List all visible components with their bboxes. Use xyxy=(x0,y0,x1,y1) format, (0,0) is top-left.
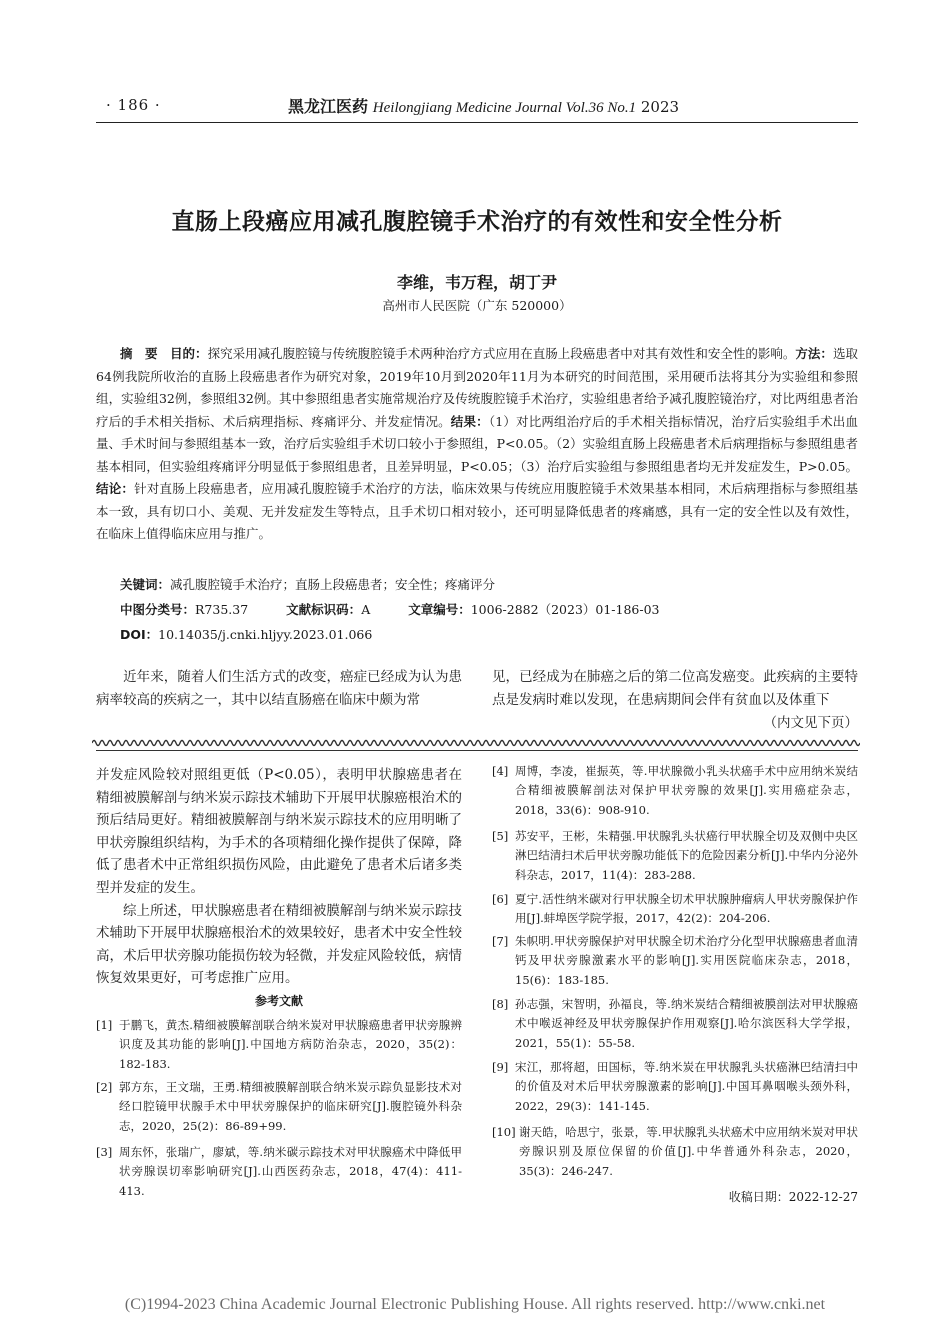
reference-number: [8] xyxy=(492,997,509,1011)
clc-value: R735.37 xyxy=(195,602,249,617)
reference-text: 郭方东，王文瑞，王勇.精细被膜解剖联合纳米炭示踪负显影技术对经口腔镜甲状腺手术中甲状旁腺保护的临床研究[J].腹腔镜外科杂志，2020，25(2)：86-89+99. xyxy=(119,1080,462,1133)
reference-number: [9] xyxy=(492,1060,509,1074)
reference-text: 朱帜明.甲状旁腺保护对甲状腺全切术治疗分化型甲状腺癌患者血清钙及甲状旁腺激素水平的影响[J].实用医院临床杂志，2018，15(6)：183-185. xyxy=(515,934,858,987)
doi-label: DOI： xyxy=(120,627,159,642)
conclusion-label: 结论： xyxy=(96,481,135,496)
classification-line xyxy=(120,601,660,619)
header-rule xyxy=(96,122,858,123)
results-text: （1）对比两组治疗后的手术相关指标情况，治疗后实验组手术出血量、手术时间与参照组基本一致，治疗后实验组手术切口较小于参照组，P<0.05。（2）实验组直肠上段癌患者术后病理指标与参照组患者基本相同，但实验组疼痛评分明显低于参照组患者，且差异明显，P<0.05；（3）治疗后实验组与参照组患者均无并发症发生，P>0.05。 xyxy=(96,413,858,474)
objective-label: 目的： xyxy=(170,346,208,361)
conclusion-text: 针对直肠上段癌患者，应用减孔腹腔镜手术治疗的方法，临床效果与传统应用腹腔镜手术效果基本相同，术后病理指标与参照组基本一致，具有切口小、美观、无并发症发生等特点，且手术切口相对较小，还可明显降低患者的疼痛感，具有一定的安全性以及有效性，在临床上值得临床应用与推广。 xyxy=(96,481,858,541)
journal-name-en: Heilongjiang Medicine Journal Vol.36 No.1 xyxy=(372,100,637,116)
reference-number: [5] xyxy=(492,829,509,843)
doi-value: 10.14035/j.cnki.hljyy.2023.01.066 xyxy=(158,627,373,642)
reference-number: [6] xyxy=(492,892,509,906)
article-no-value: 1006-2882（2023）01-186-03 xyxy=(470,602,660,617)
keywords xyxy=(120,576,495,594)
clc-label: 中图分类号： xyxy=(120,602,196,617)
journal-header xyxy=(288,94,679,117)
copyright-footer: (C)1994-2023 China Academic Journal Electronic Publishing House. All rights reserved. http://www.cnki.net xyxy=(124,1296,826,1313)
continued-note: （内文见下页） xyxy=(763,715,858,731)
intro-left-text: 近年来，随着人们生活方式的改变，癌症已经成为认为患病率较高的疾病之一，其中以结直肠癌在临床中颇为常 xyxy=(96,669,463,708)
reference-text: 周博，李凌，崔振英，等.甲状腺微小乳头状癌手术中应用纳米炭结合精细被膜解剖法对保护甲状旁腺的效果[J].实用癌症杂志，2018，33(6)：908-910. xyxy=(515,764,858,817)
article-title: 直肠上段癌应用减孔腹腔镜手术治疗的有效性和安全性分析 xyxy=(171,209,783,235)
reference-text: 谢天皓，哈思宁，张景，等.甲状腺乳头状癌术中应用纳米炭对甲状旁腺识别及原位保留的价值[J].中华普通外科杂志，2020，35(3)：246-247. xyxy=(519,1125,858,1178)
article-no-label: 文章编号： xyxy=(408,602,471,617)
methods-label: 方法： xyxy=(795,346,833,361)
results-label: 结果： xyxy=(450,413,489,429)
affiliation: 高州市人民医院（广东 520000） xyxy=(382,298,572,313)
body-paragraph: 并发症风险较对照组更低（P<0.05），表明甲状腺癌患者在精细被膜解剖与纳米炭示踪技术辅助下开展甲状腺癌根治术的预后结局更好。精细被膜解剖与纳米炭示踪技术的应用明晰了甲状旁腺组织结构，为手术的各项精细化操作提供了保障，降低了患者术中正常组织损伤风险，由此避免了患者术后诸多类型并发症的发生。 xyxy=(96,767,462,896)
reference-number: [4] xyxy=(492,764,509,778)
keywords-value: 减孔腹腔镜手术治疗；直肠上段癌患者；安全性；疼痛评分 xyxy=(170,577,496,592)
journal-name-cn: 黑龙江医药 xyxy=(288,97,369,116)
page-number: · 186 · xyxy=(106,96,161,114)
references-title: 参考文献 xyxy=(254,994,303,1008)
reference-text: 于鹏飞，黄杰.精细被膜解剖联合纳米炭对甲状腺癌患者甲状旁腺辨识度及其功能的影响[J].中国地方病防治杂志，2020，35(2)：182-183. xyxy=(119,1018,462,1071)
reference-number: [7] xyxy=(492,934,509,948)
body-paragraph: 综上所述，甲状腺癌患者在精细被膜解剖与纳米炭示踪技术辅助下开展甲状腺癌根治术的效果较好，患者术中安全性较高，术后甲状旁腺功能损伤较为轻微，并发症风险较低，病情恢复效果更好，可考虑推广应用。 xyxy=(96,902,462,987)
reference-text: 周东怀，张瑞广，廖斌，等.纳米碳示踪技术对甲状腺癌术中降低甲状旁腺误切率影响研究[J].山西医药杂志，2018，47(4)：411-413. xyxy=(119,1145,462,1198)
doi xyxy=(120,626,372,644)
doc-code-label: 文献标识码： xyxy=(286,602,362,617)
intro-left-column xyxy=(96,666,462,711)
wavy-separator xyxy=(92,737,860,749)
separator-rule xyxy=(96,750,858,751)
journal-year: 2023 xyxy=(640,98,680,116)
intro-right-column: 见，已经成为在肺癌之后的第二位高发癌变。此疾病的主要特点是发病时难以发现，在患病期间会伴有贫血以及体重下 xyxy=(492,669,858,708)
objective-text: 探究采用减孔腹腔镜与传统腹腔镜手术两种治疗方式应用在直肠上段癌患者中对其有效性和安全性的影响。 xyxy=(207,346,796,361)
reference-text: 苏安平，王彬，朱精强.甲状腺乳头状癌行甲状腺全切及双侧中央区淋巴结清扫术后甲状旁腺功能低下的危险因素分析[J].中华内分泌外科杂志，2017，11(4)：283-288. xyxy=(515,829,858,882)
reference-number: [1] xyxy=(96,1018,113,1032)
reference-text: 孙志强，宋智明，孙福良，等.纳米炭结合精细被膜剖法对甲状腺癌术中喉返神经及甲状旁腺保护作用观察[J].哈尔滨医科大学学报，2021，55(1)：55-58. xyxy=(515,997,858,1050)
lower-left-column xyxy=(96,764,462,990)
doc-code-value: A xyxy=(361,602,371,617)
methods-text: 选取64例我院所收治的直肠上段癌患者作为研究对象，2019年10月到2020年11月为本研究的时间范围，采用硬币法将其分为实验组和参照组，实验组32例，参照组32例。其中参照组患者实施常规治疗及传统腹腔镜手术治疗，实验组患者给予减孔腹腔镜治疗，对比两组患者治疗后的手术相关指标、术后病理指标、疼痛评分、并发症情况。 xyxy=(96,346,858,429)
reference-number: [3] xyxy=(96,1145,113,1159)
reference-text: 夏宁.活性纳米碳对行甲状腺全切术甲状腺肿瘤病人甲状旁腺保护作用[J].蚌埠医学院学报，2017，42(2)：204-206. xyxy=(515,892,858,926)
reference-number: [10] xyxy=(492,1125,516,1139)
reference-number: [2] xyxy=(96,1080,113,1094)
authors: 李维，韦万程，胡丁尹 xyxy=(396,273,557,292)
abstract-label: 摘 要 xyxy=(120,346,158,361)
keywords-label: 关键词： xyxy=(120,577,171,592)
abstract xyxy=(96,343,858,546)
received-date: 收稿日期：2022-12-27 xyxy=(728,1190,858,1204)
reference-text: 宋江，那将超，田国标，等.纳米炭在甲状腺乳头状癌淋巴结清扫中的价值及对术后甲状旁腺激素的影响[J].中国耳鼻咽喉头颈外科，2022，29(3)：141-145. xyxy=(515,1060,858,1113)
